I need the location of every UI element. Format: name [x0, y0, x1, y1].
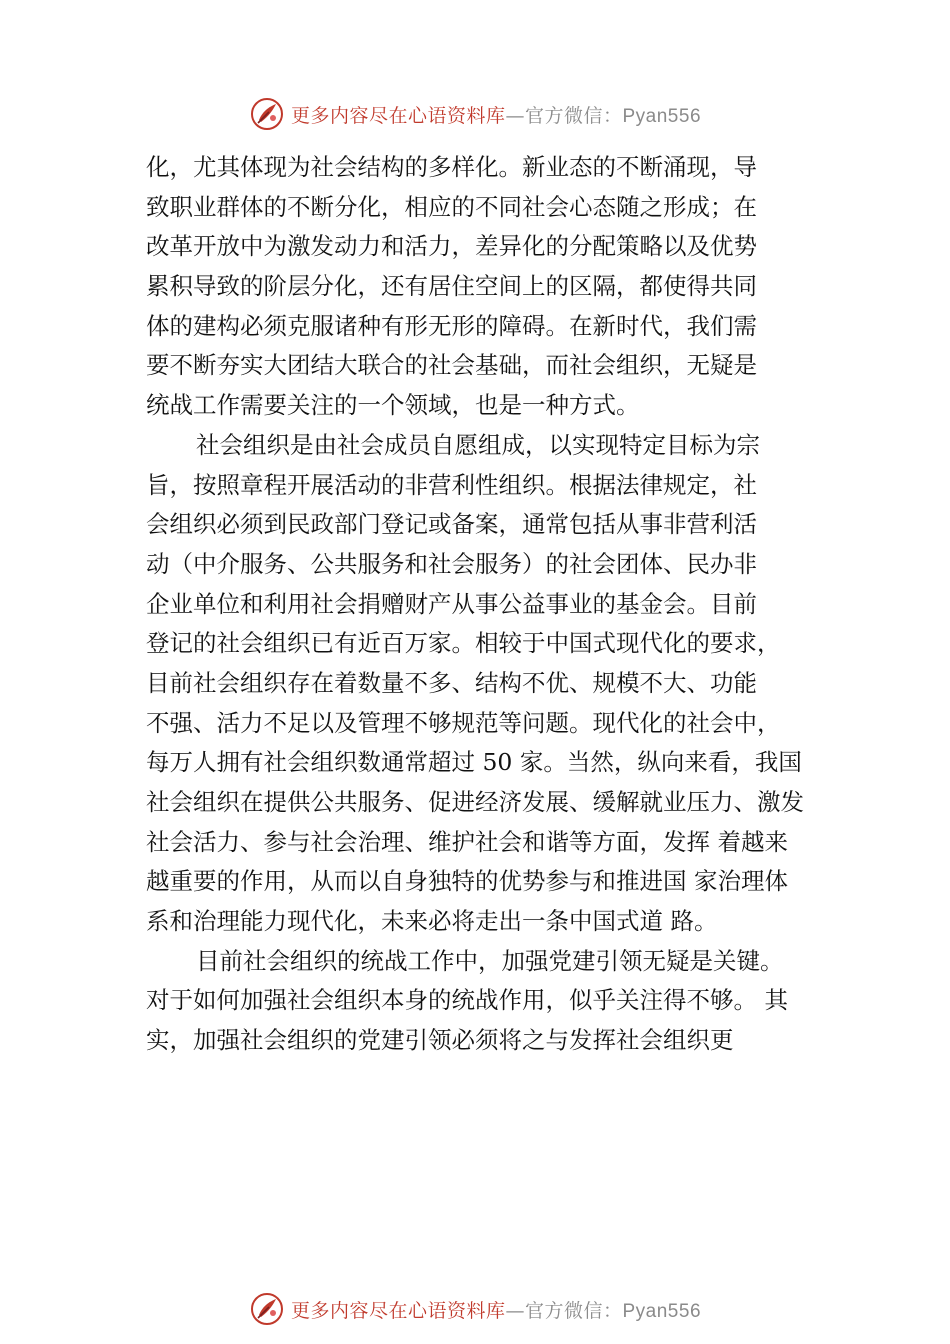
paragraph-line: 体的建构必须克服诸种有形无形的障碍。在新时代，我们需	[146, 311, 757, 340]
paragraph-line: 实，加强社会组织的党建引领必须将之与发挥社会组织更	[146, 1026, 734, 1055]
paragraph-1	[146, 148, 826, 426]
paragraph-line: 累积导致的阶层分化，还有居住空间上的区隔，都使得共同	[146, 272, 757, 301]
paragraph-line: 目前社会组织的统战工作中，加强党建引领无疑是关键。	[196, 946, 784, 975]
footer-banner	[0, 1289, 950, 1329]
paragraph-3	[146, 942, 826, 1061]
paragraph-line: 目前社会组织存在着数量不多、结构不优、规模不大、功能	[146, 668, 757, 697]
paragraph-line: 企业单位和利用社会捐赠财产从事公益事业的基金会。目前	[146, 589, 757, 618]
paragraph-line: 动（中介服务、公共服务和社会服务）的社会团体、民办非	[146, 549, 757, 578]
rose-quill-logo-icon	[249, 96, 285, 132]
paragraph-line: 致职业群体的不断分化，相应的不同社会心态随之形成；在	[146, 192, 757, 221]
paragraph-line: 旨，按照章程开展活动的非营利性组织。根据法律规定，社	[146, 470, 757, 499]
paragraph-line: 要不断夯实大团结大联合的社会基础，而社会组织，无疑是	[146, 351, 757, 380]
header-promo-text: 更多内容尽在心语资料库	[290, 104, 506, 127]
paragraph-2	[146, 426, 826, 942]
paragraph-line: 越重要的作用，从而以自身独特的优势参与和推进国 家治理体	[146, 867, 788, 896]
header-dash: —	[505, 104, 525, 127]
paragraph-line: 社会活力、参与社会治理、维护社会和谐等方面，发挥 着越来	[146, 827, 788, 856]
header-wechat-label: 官方微信：	[524, 104, 623, 127]
rose-quill-logo-icon	[249, 1291, 285, 1327]
footer-banner-text	[291, 1296, 701, 1323]
paragraph-line: 登记的社会组织已有近百万家。相较于中国式现代化的要求，	[146, 629, 781, 658]
paragraph-line: 每万人拥有社会组织数通常超过 50 家。当然，纵向来看，我国	[146, 748, 802, 777]
paragraph-line: 会组织必须到民政部门登记或备案，通常包括从事非营利活	[146, 510, 757, 539]
footer-promo-text: 更多内容尽在心语资料库	[290, 1299, 506, 1322]
paragraph-line: 不强、活力不足以及管理不够规范等问题。现代化的社会中，	[146, 708, 781, 737]
header-banner	[0, 94, 950, 134]
paragraph-line: 社会组织是由社会成员自愿组成，以实现特定目标为宗	[196, 430, 760, 459]
paragraph-line: 社会组织在提供公共服务、促进经济发展、缓解就业压力、激发	[146, 788, 804, 816]
paragraph-line: 改革开放中为激发动力和活力，差异化的分配策略以及优势	[146, 232, 757, 261]
paragraph-line: 对于如何加强社会组织本身的统战作用，似乎关注得不够。 其	[146, 986, 788, 1015]
header-wechat-id: Pyan556	[622, 105, 702, 127]
paragraph-line: 统战工作需要关注的一个领域，也是一种方式。	[146, 391, 640, 420]
header-banner-text	[291, 101, 701, 128]
footer-dash: —	[505, 1299, 525, 1322]
paragraph-line: 系和治理能力现代化，未来必将走出一条中国式道 路。	[146, 907, 718, 936]
document-body	[146, 148, 826, 1061]
footer-wechat-label: 官方微信：	[524, 1299, 623, 1322]
footer-wechat-id: Pyan556	[622, 1300, 702, 1322]
paragraph-line: 化，尤其体现为社会结构的多样化。新业态的不断涌现，导	[146, 153, 757, 181]
